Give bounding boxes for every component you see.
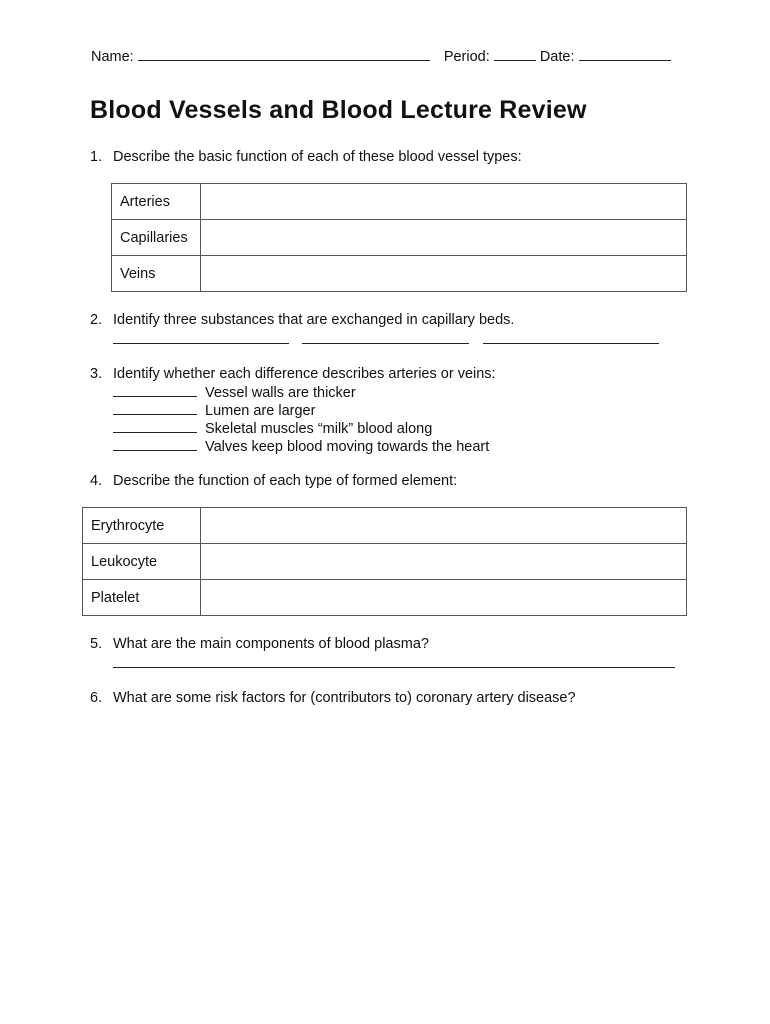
difference-item — [113, 419, 432, 437]
vessel-label: Arteries — [112, 184, 201, 220]
difference-blank[interactable] — [113, 437, 197, 451]
date-label: Date: — [539, 49, 575, 65]
difference-text: Lumen are larger — [205, 403, 316, 419]
question-number: 3. — [90, 366, 103, 382]
vessel-label: Capillaries — [112, 220, 201, 256]
question-2 — [90, 312, 514, 328]
element-label: Erythrocyte — [83, 508, 201, 544]
question-6 — [90, 690, 576, 706]
difference-text: Vessel walls are thicker — [205, 385, 356, 401]
question-number: 1. — [90, 149, 103, 165]
name-label: Name: — [91, 49, 134, 65]
question-text: Identify three substances that are exchanged in capillary beds. — [113, 312, 515, 328]
difference-blank[interactable] — [113, 383, 197, 397]
difference-item — [113, 383, 356, 401]
question-text: What are the main components of blood plasma? — [113, 636, 429, 652]
element-answer-cell[interactable] — [201, 508, 687, 544]
table-row — [83, 508, 687, 544]
page-title: Blood Vessels and Blood Lecture Review — [90, 96, 587, 124]
vessel-answer-cell[interactable] — [201, 220, 687, 256]
table-row — [83, 544, 687, 580]
element-table — [82, 507, 687, 616]
question-number: 6. — [90, 690, 103, 706]
vessel-label: Veins — [112, 256, 201, 292]
difference-item — [113, 401, 315, 419]
question-4 — [90, 473, 457, 489]
difference-blank[interactable] — [113, 419, 197, 433]
table-row — [112, 184, 687, 220]
question-number: 5. — [90, 636, 103, 652]
question-text: Identify whether each difference describes arteries or veins: — [113, 366, 496, 382]
element-answer-cell[interactable] — [201, 544, 687, 580]
question-number: 2. — [90, 312, 103, 328]
question-number: 4. — [90, 473, 103, 489]
table-row — [112, 256, 687, 292]
substance-blank[interactable] — [302, 343, 469, 344]
date-field[interactable] — [579, 46, 671, 61]
element-label: Leukocyte — [83, 544, 201, 580]
vessel-table — [111, 183, 687, 292]
name-field[interactable] — [138, 46, 430, 61]
question-text: Describe the basic function of each of these blood vessel types: — [113, 149, 522, 165]
question-3 — [90, 366, 496, 382]
substance-blank[interactable] — [113, 343, 289, 344]
question-5 — [90, 636, 429, 652]
period-field[interactable] — [494, 46, 536, 61]
question-text: Describe the function of each type of formed element: — [113, 473, 458, 489]
element-answer-cell[interactable] — [201, 580, 687, 616]
substance-blank[interactable] — [483, 343, 659, 344]
vessel-answer-cell[interactable] — [201, 256, 687, 292]
difference-item — [113, 437, 489, 455]
header-line — [91, 46, 671, 65]
table-row — [112, 220, 687, 256]
element-label: Platelet — [83, 580, 201, 616]
question-1 — [90, 149, 522, 165]
difference-text: Skeletal muscles “milk” blood along — [205, 421, 433, 437]
question-text: What are some risk factors for (contributors to) coronary artery disease? — [113, 690, 576, 706]
table-row — [83, 580, 687, 616]
period-label: Period: — [443, 49, 490, 65]
difference-text: Valves keep blood moving towards the heart — [205, 439, 490, 455]
plasma-answer-blank[interactable] — [113, 667, 675, 668]
difference-blank[interactable] — [113, 401, 197, 415]
vessel-answer-cell[interactable] — [201, 184, 687, 220]
